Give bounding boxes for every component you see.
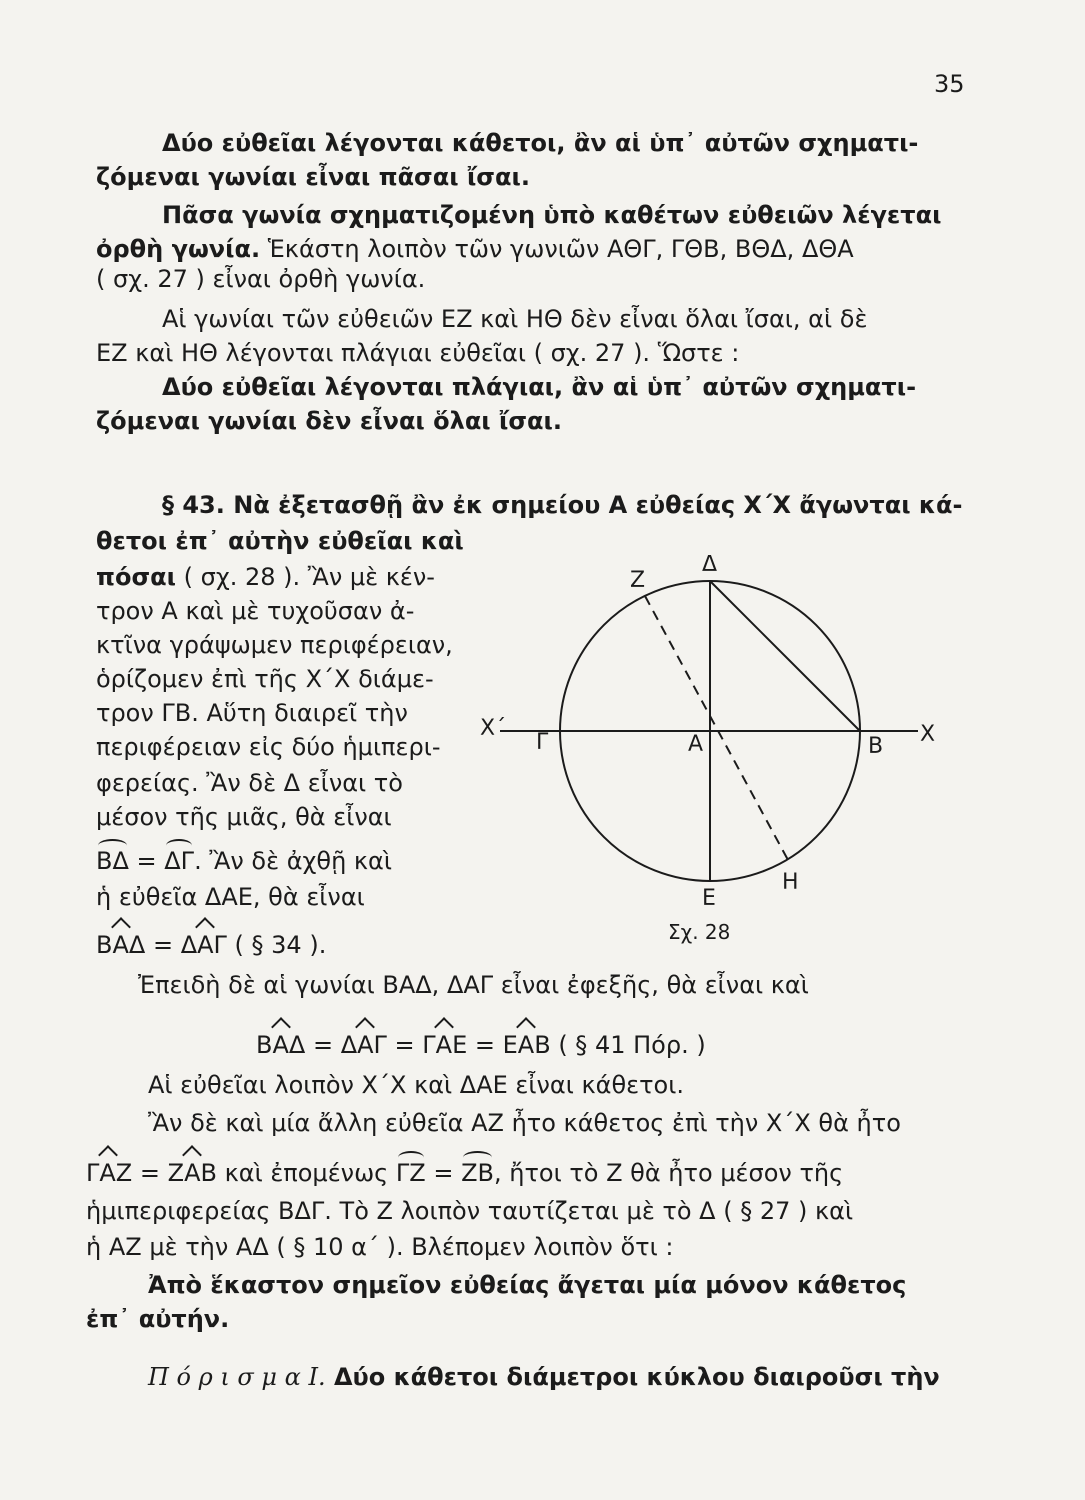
section-reference: ( § 41 Πόρ. ) [550, 1031, 706, 1059]
label-z: Ζ [630, 568, 646, 593]
label-x-prime: Χ΄ [480, 716, 507, 741]
angle-bad-side-1: Β [256, 1031, 273, 1059]
text-line-25: Αἱ εὐθεῖαι λοιπὸν Χ΄Χ καὶ ΔΑΕ εἶναι κάθετοι. [148, 1071, 684, 1099]
dashed-line-z-h [645, 596, 788, 860]
label-e: Ε [702, 886, 716, 911]
equals-sign: = [305, 1031, 341, 1059]
equals-sign: = [425, 1159, 462, 1187]
chord-d-b [710, 581, 860, 731]
arc-dg: ΔΓ [164, 847, 195, 875]
label-d: Δ [702, 555, 718, 577]
angle-dag-side-2: Γ [213, 931, 227, 959]
text-line-12 [96, 562, 435, 592]
angle-dag-side-1: Δ [180, 931, 198, 959]
text-connector: καὶ ἐπομένως [216, 1159, 396, 1187]
equals-sign: = [145, 931, 181, 959]
text-line-4-rest: Ἑκάστη λοιπὸν τῶν γωνιῶν ΑΘΓ, ΓΘΒ, ΒΘΔ, ΔΘΑ [260, 235, 854, 263]
angle-eab-side-1: Ε [502, 1031, 518, 1059]
text-line-14: κτῖνα γράψωμεν περιφέρειαν, [96, 631, 453, 659]
text-line-29: ἡ ΑΖ μὲ τὴν ΑΔ ( § 10 α΄ ). Βλέπομεν λοιπὸν ὅτι : [86, 1233, 674, 1261]
angle-bad-side-2: Δ [128, 931, 146, 959]
angle-equality-line [256, 1030, 706, 1060]
label-b: Β [868, 734, 884, 759]
text-line-6: Αἱ γωνίαι τῶν εὐθειῶν ΕΖ καὶ ΗΘ δὲν εἶναι ὅλαι ἴσαι, αἱ δὲ [162, 305, 868, 333]
text-line-4 [96, 234, 854, 264]
text-line-27 [86, 1158, 843, 1188]
angle-bad-vertex: Α [272, 1031, 289, 1059]
corollary-line [148, 1362, 940, 1392]
conclusion-line-1: Ἀπὸ ἕκαστον σημεῖον εὐθείας ἄγεται μία μόνον κάθετος [148, 1271, 907, 1299]
angle-zab-side-1: Ζ [167, 1159, 185, 1187]
label-h: Η [782, 870, 799, 895]
section-43-heading-cont: θετοι ἐπ᾿ αὐτὴν εὐθεῖαι καὶ [96, 527, 464, 555]
conclusion-line-2: ἐπ᾿ αὐτήν. [86, 1305, 230, 1333]
label-a: Α [688, 732, 704, 757]
angle-eab-side-2: Β [534, 1031, 551, 1059]
section-43-heading: § 43. Νὰ ἐξετασθῇ ἂν ἐκ σημείου Α εὐθείας Χ΄Χ ἄγωνται κά- [162, 491, 963, 519]
equals-sign: = [467, 1031, 503, 1059]
text-line-21: ἡ εὐθεῖα ΔΑΕ, θὰ εἶναι [96, 883, 365, 911]
definition-perpendicular-line-2: ζόμεναι γωνίαι εἶναι πᾶσαι ἴσαι. [96, 163, 530, 191]
angle-gae-side-1: Γ [422, 1031, 436, 1059]
text-line-16: τρον ΓΒ. Αὕτη διαιρεῖ τὴν [96, 699, 408, 727]
text-line-15: ὁρίζομεν ἐπὶ τῆς Χ΄Χ διάμε- [96, 665, 434, 693]
label-g: Γ [536, 730, 549, 755]
angle-gae-side-2: Ε [452, 1031, 468, 1059]
section-43-heading-end: πόσαι [96, 563, 177, 591]
angle-gaz-side-1: Γ [86, 1159, 100, 1187]
arc-bd: ΒΔ [96, 847, 129, 875]
equals-sign: = [386, 1031, 423, 1059]
text-line-17: περιφέρειαν εἰς δύο ἡμιπερι- [96, 733, 441, 761]
angle-dag-side-2: Γ [373, 1031, 387, 1059]
label-x: Χ [920, 722, 936, 747]
text-line-18: φερείας. Ἂν δὲ Δ εἶναι τὸ [96, 769, 403, 797]
text-line-13: τρον Α καὶ μὲ τυχοῦσαν ἀ- [96, 597, 415, 625]
arc-gz: ΓΖ [395, 1159, 426, 1187]
angle-dag-vertex: Α [197, 931, 214, 959]
text-line-23: Ἐπειδὴ δὲ αἱ γωνίαι ΒΑΔ, ΔΑΓ εἶναι ἐφεξῆς, θὰ εἶναι καὶ [138, 971, 809, 999]
angle-bad-side-1: Β [96, 931, 113, 959]
angle-dag-vertex: Α [357, 1031, 374, 1059]
angle-gaz-vertex: Α [99, 1159, 116, 1187]
arc-zb: ΖΒ [461, 1159, 494, 1187]
figure-caption: Σχ. 28 [668, 920, 731, 944]
text-line-19: μέσον τῆς μιᾶς, θὰ εἶναι [96, 803, 392, 831]
text-line-7: ΕΖ καὶ ΗΘ λέγονται πλάγιαι εὐθεῖαι ( σχ. 27 ). Ὥστε : [96, 339, 740, 367]
definition-right-angle-line-1: Πᾶσα γωνία σχηματιζομένη ὑπὸ καθέτων εὐθειῶν λέγεται [162, 201, 942, 229]
equals-sign: = [132, 1159, 168, 1187]
text-line-22-rest: ( § 34 ). [226, 931, 327, 959]
angle-gaz-side-2: Ζ [115, 1159, 133, 1187]
definition-perpendicular-line-1: Δύο εὐθεῖαι λέγονται κάθετοι, ἂν αἱ ὑπ᾿ αὐτῶν σχηματι- [162, 129, 919, 157]
text-line-22 [96, 930, 326, 960]
text-line-20-rest: . Ἂν δὲ ἀχθῇ καὶ [194, 847, 392, 875]
corollary-text: Δύο κάθετοι διάμετροι κύκλου διαιροῦσι τὴν [325, 1363, 940, 1391]
text-line-26: Ἂν δὲ καὶ μία ἄλλη εὐθεῖα ΑΖ ἦτο κάθετος ἐπὶ τὴν Χ΄Χ θὰ ἦτο [148, 1109, 901, 1137]
text-line-12-rest: ( σχ. 28 ). Ἂν μὲ κέν- [176, 563, 435, 591]
corollary-label: Π ό ρ ι σ μ α I. [148, 1363, 326, 1391]
right-angle-term: ὀρθὴ γωνία. [96, 235, 261, 263]
angle-gae-vertex: Α [435, 1031, 453, 1059]
equals-sign: = [128, 847, 165, 875]
angle-bad-vertex: Α [112, 931, 129, 959]
text-line-5: ( σχ. 27 ) εἶναι ὀρθὴ γωνία. [96, 265, 426, 293]
angle-dag-side-1: Δ [340, 1031, 358, 1059]
angle-eab-vertex: Α [517, 1031, 535, 1059]
text-line-27-rest: , ἤτοι τὸ Ζ θὰ ἦτο μέσον τῆς [493, 1159, 844, 1187]
page-number: 35 [934, 70, 965, 98]
text-line-28: ἡμιπεριφερείας ΒΔΓ. Τὸ Ζ λοιπὸν ταυτίζεται μὲ τὸ Δ ( § 27 ) καὶ [86, 1197, 854, 1225]
angle-zab-side-2: Β [200, 1159, 217, 1187]
angle-zab-vertex: Α [184, 1159, 201, 1187]
angle-bad-side-2: Δ [288, 1031, 306, 1059]
text-line-20 [96, 846, 392, 876]
figure-28 [470, 555, 950, 955]
definition-oblique-line-2: ζόμεναι γωνίαι δὲν εἶναι ὅλαι ἴσαι. [96, 407, 563, 435]
definition-oblique-line-1: Δύο εὐθεῖαι λέγονται πλάγιαι, ἂν αἱ ὑπ᾿ αὐτῶν σχηματι- [162, 373, 917, 401]
